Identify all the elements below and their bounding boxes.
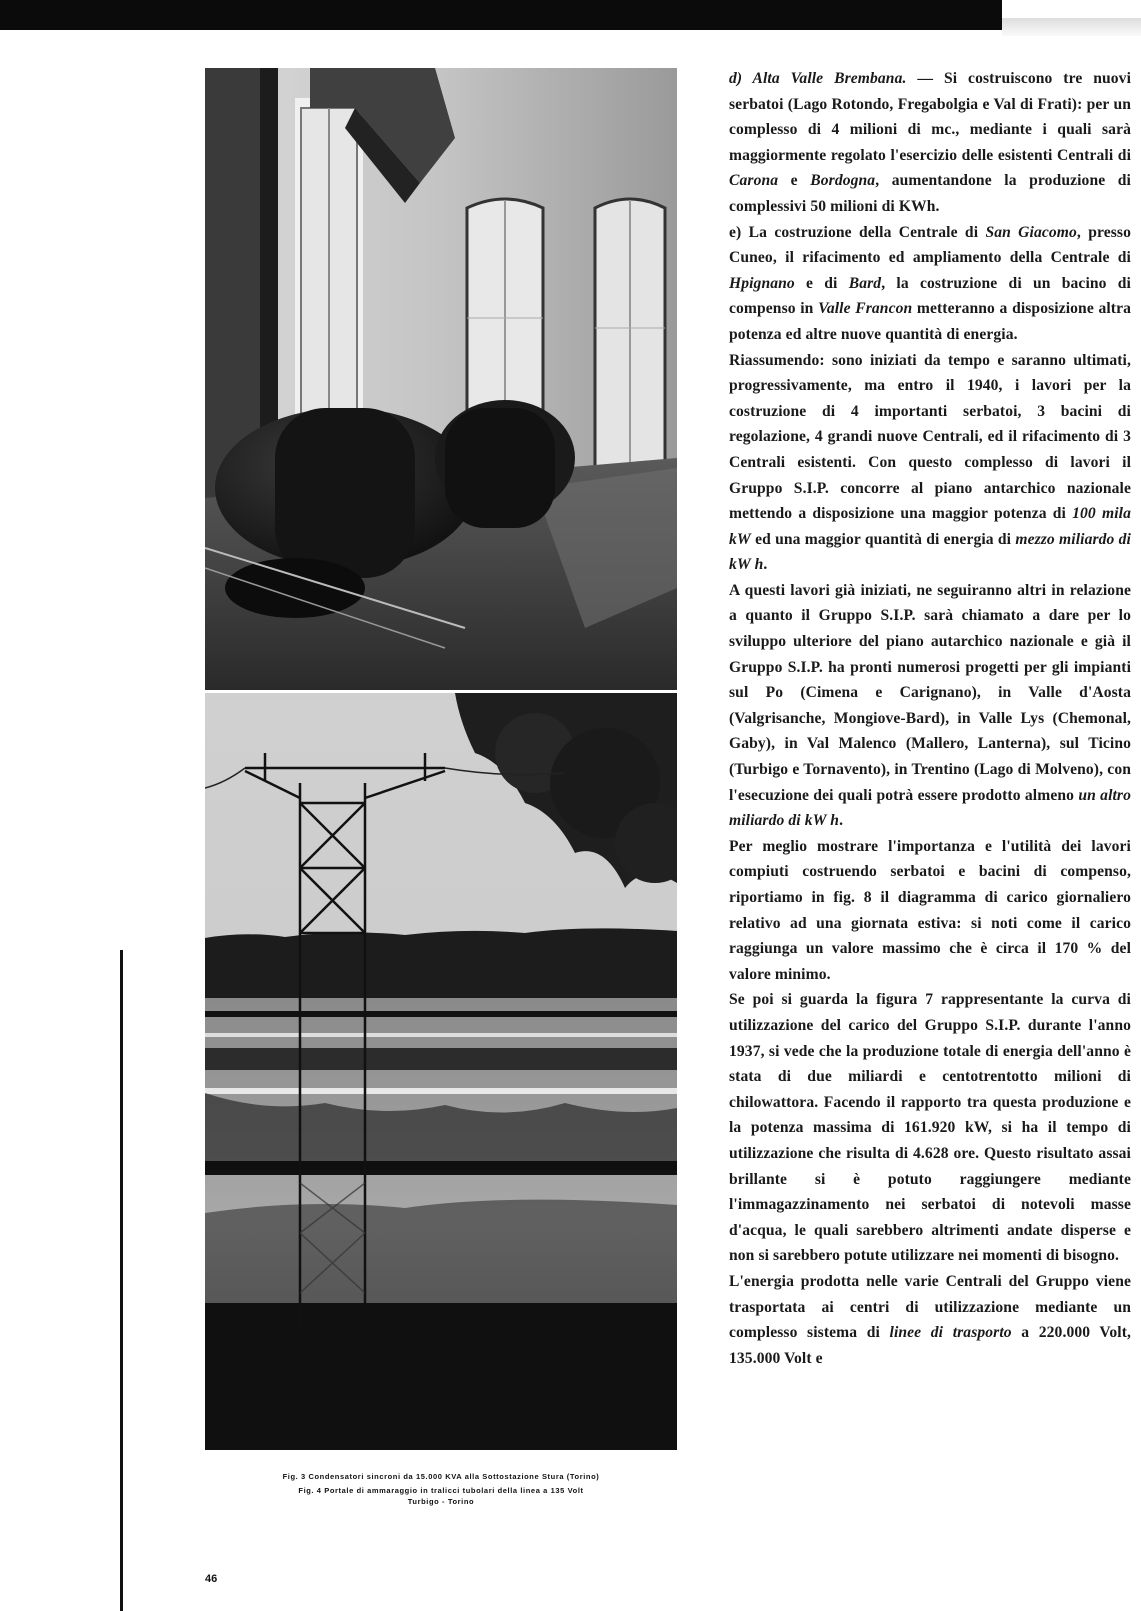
text-span: , la costruzione di un bacino di compenso in	[729, 274, 1131, 318]
paragraph-curva-utilizzazione: Se poi si guarda la figura 7 rappresentante la curva di utilizzazione del carico del Gruppo S.I.P. durante l'anno 1937, si vede che la produzione totale di energia dell'anno è stata di due miliardi e centotrentotto milioni di chilowattora. Facendo il rapporto tra questa produzione e la potenza massima di 161.920 kW, si ha il tempo di utilizzazione che risulta di 4.628 ore. Questo risultato assai brillante si è potuto raggiungere mediante l'immagazzinamento nei serbatoi di notevoli masse d'acqua, le quali sarebbero altrimenti andate disperse e non si sarebbero potute utilizzare nei momenti di bisogno.	[729, 991, 1131, 1265]
figure-3-caption: Fig. 3 Condensatori sincroni da 15.000 KVA alla Sottostazione Stura (Torino)	[282, 1472, 600, 1481]
text-span: , presso Cuneo, il rifacimento ed ampliamento della Centrale di	[729, 223, 1131, 267]
emphasis: un altro miliardo di kW h	[729, 786, 1131, 830]
photo-condensers-hall	[205, 68, 677, 690]
text-span: — Si costruiscono tre nuovi serbatoi (Lago Rotondo, Fregabolgia e Val di Frati): per un complesso di 4 milioni di mc., mediante i quali sarà maggiormente regolato l'esercizio delle esistenti Centrali di	[729, 70, 1131, 164]
text-span: ed una maggior quantità di energia di	[750, 530, 1016, 548]
place-name: Bard	[848, 274, 882, 292]
place-name: Bordogna	[810, 172, 876, 190]
emphasis: 100 mila kW	[729, 505, 1131, 548]
paragraph-san-giacomo	[729, 220, 1131, 348]
paragraph-linee-trasporto	[729, 1269, 1131, 1371]
scan-corner-shadow	[1002, 18, 1141, 36]
emphasis: linee di trasporto	[889, 1324, 1012, 1342]
text-span: e) La costruzione della Centrale di	[729, 223, 986, 241]
text-span: .	[839, 812, 844, 830]
figure-4-caption: Fig. 4 Portale di ammaraggio in tralicci tubolari della linea a 135 Volt	[298, 1486, 584, 1495]
text-span: metteranno a disposizione altra potenza ed altre nuove quantità di energia.	[729, 300, 1131, 343]
paragraph-progetti	[729, 578, 1131, 834]
place-name: San Giacomo	[985, 223, 1077, 241]
text-span: e	[778, 172, 811, 190]
paragraph-riassumendo	[729, 348, 1131, 578]
heading-alta-valle-brembana: d) Alta Valle Brembana.	[729, 70, 907, 87]
scan-top-bar	[0, 0, 1002, 30]
text-span: .	[763, 556, 768, 574]
text-span: e di	[794, 274, 849, 292]
page-number: 46	[205, 1573, 218, 1585]
text-span: L'energia prodotta nelle varie Centrali del Gruppo viene trasportata ai centri di utilizzazione mediante un complesso sistema di	[729, 1272, 1131, 1342]
emphasis: mezzo miliardo di kW h	[729, 530, 1131, 574]
place-name: Valle Francon	[818, 300, 913, 318]
text-span: Riassumendo: sono iniziati da tempo e saranno ultimati, progressivamente, ma entro il 1940, i lavori per la costruzione di 4 importanti serbatoi, 3 bacini di regolazione, 4 grandi nuove Centrali, ed il rifacimento di 3 Centrali esistenti. Con questo complesso di lavori il Gruppo S.I.P. concorre al piano antarchico nazionale mettendo a disposizione una maggior potenza di	[729, 351, 1131, 523]
paragraph-alta-valle-brembana	[729, 66, 1131, 220]
text-span: a 220.000 Volt, 135.000 Volt e	[729, 1324, 1131, 1367]
text-span: A questi lavori già iniziati, ne seguiranno altri in relazione a quanto il Gruppo S.I.P. sarà chiamato a dare per lo sviluppo ulteriore del piano autarchico nazionale e già il Gruppo S.I.P. ha pronti numerosi progetti per gli impianti sul Po (Cimena e Carignano), in Valle d'Aosta (Valgrisanche, Mongiove-Bard), in Valle Lys (Chemonal, Gaby), in Val Malenco (Mallero, Lanterna), sul Ticino (Turbigo e Tornavento), in Trentino (Lago di Molveno), con l'esecuzione dei quali potrà essere prodotto almeno	[729, 581, 1131, 804]
place-name: Hpignano	[729, 274, 795, 292]
figure-4-caption-line2: Turbigo - Torino	[407, 1497, 475, 1506]
text-span: , aumentandone la produzione di complessivi 50 milioni di KWh.	[729, 172, 1131, 215]
place-name: Carona	[729, 172, 779, 190]
photo-pylon-over-water	[205, 693, 677, 1450]
paragraph-diagramma-carico: Per meglio mostrare l'importanza e l'utilità dei lavori compiuti costruendo serbatoi e bacini di compenso, riportiamo in fig. 8 il diagramma di carico giornaliero relativo ad una giornata estiva: si noti come il carico raggiunga un valore massimo che è circa il 170 % del valore minimo.	[729, 837, 1131, 983]
scan-edge-line	[120, 950, 123, 1611]
article-text-column	[729, 66, 1131, 1606]
